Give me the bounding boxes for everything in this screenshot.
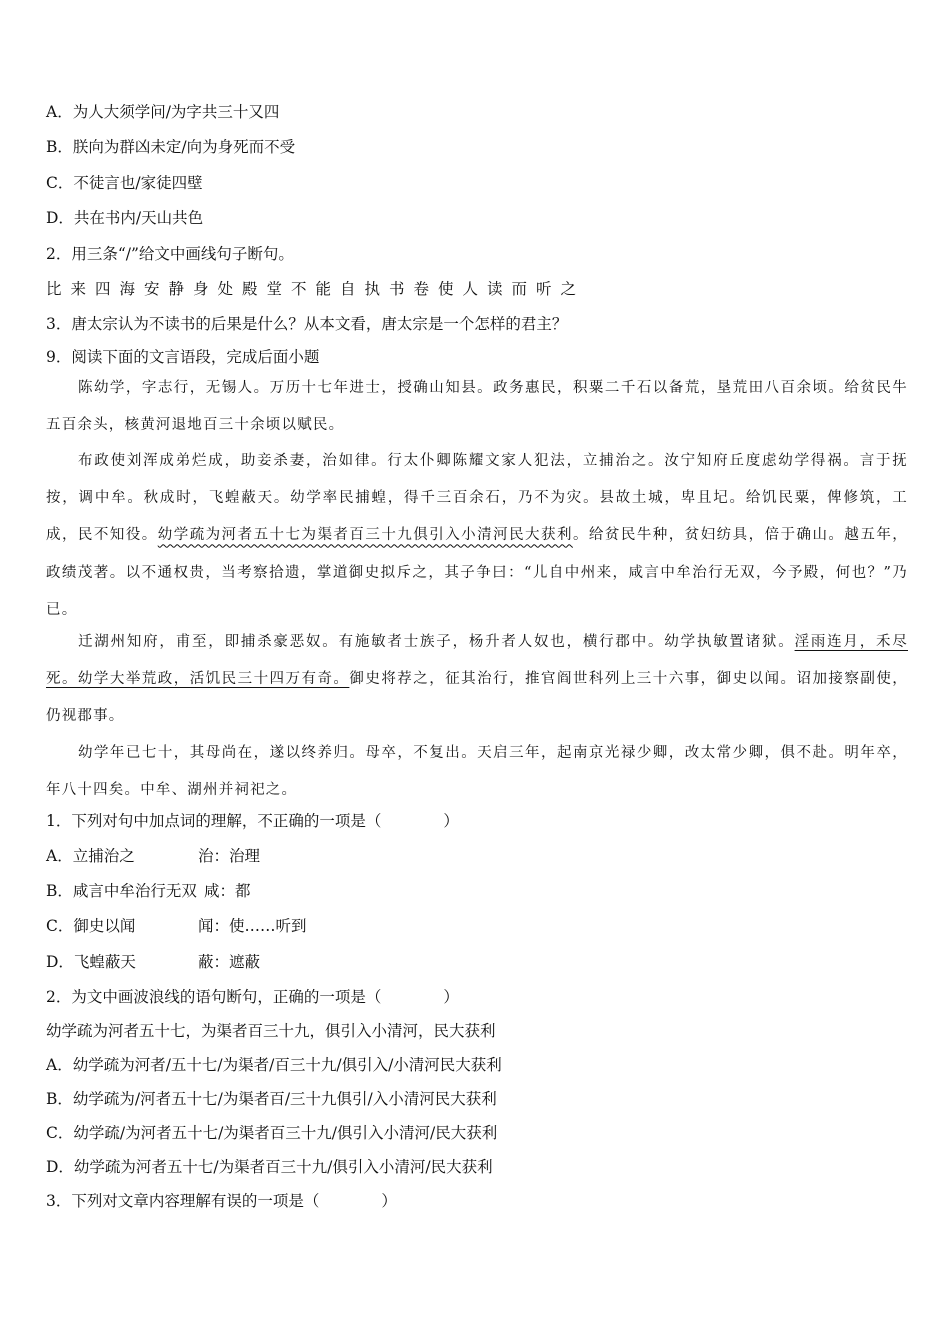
sub1-prompt: 1．下列对句中加点词的理解，不正确的一项是（ ） [46, 812, 459, 830]
sub2-option-b: B．幼学疏为/河者五十七/为渠者百/三十九俱引/入小清河民大获利 [46, 1090, 497, 1108]
q2-prompt: 2．用三条“/”给文中画线句子断句。 [46, 245, 294, 263]
sub1-option-a-gloss: 治：治理 [198, 847, 261, 865]
sub1-option-c-phrase: C．御史以闻 [46, 917, 136, 935]
q1-option-c: C．不徒言也/家徒四壁 [46, 174, 203, 192]
sub1-option-c [46, 915, 910, 937]
sub2-prompt: 2．为文中画波浪线的语句断句，正确的一项是（ ） [46, 988, 459, 1006]
passage-paragraph-1: 陈幼学，字志行，无锡人。万历十七年进士，授确山知县。政务惠民，积粟二千石以备荒，垦荒田八百余顷。给贫民牛五百余头，核黄河退地百三十余顷以赋民。 [46, 380, 908, 434]
q1-option-d: D．共在书内/天山共色 [46, 209, 204, 227]
sub2-option-a: A．幼学疏为河者/五十七/为渠者/百三十九/俱引入/小清河民大获利 [46, 1056, 502, 1074]
sub2-option-c: C．幼学疏/为河者五十七/为渠者百三十九/俱引入小清河/民大获利 [46, 1124, 498, 1142]
sub1-option-a-phrase: A．立捕治之 [46, 847, 135, 865]
q9-heading: 9．阅读下面的文言语段，完成后面小题 [46, 348, 320, 366]
sub1-option-d-gloss: 蔽：遮蔽 [198, 953, 261, 971]
sub2-option-d: D．幼学疏为河者五十七/为渠者百三十九/俱引入小清河/民大获利 [46, 1158, 493, 1176]
q1-option-b: B．朕向为群凶未定/向为身死而不受 [46, 138, 296, 156]
passage-paragraph-2 [46, 443, 908, 629]
underlined-sentence: 淫雨连月，禾尽死。幼学大举荒政，活饥民三十四万有奇。 [46, 634, 908, 688]
paragraph-3-text-after: 御史将荐之，征其治行，推官阎世科列上三十六事，御史以闻。诏加接察副使，仍视郡事。 [46, 671, 908, 725]
sub1-option-b-gloss: 咸：都 [204, 882, 251, 900]
q3-prompt: 3．唐太宗认为不读书的后果是什么？从本文看，唐太宗是一个怎样的君主？ [46, 315, 568, 333]
paragraph-3-text-before: 迁湖州知府，甫至，即捕杀豪恶奴。有施敏者士族子，杨升者人奴也，横行郡中。幼学执敏置诸狱。 [78, 634, 795, 650]
sub1-option-d-phrase: D．飞蝗蔽天 [46, 953, 136, 971]
sub2-sentence: 幼学疏为河者五十七，为渠者百三十九，俱引入小清河，民大获利 [46, 1022, 496, 1040]
sub1-option-a [46, 845, 910, 867]
sub3-prompt: 3．下列对文章内容理解有误的一项是（ ） [46, 1192, 397, 1210]
q2-sentence: 比来四海安静身处殿堂不能自执书卷使人读而听之 [46, 280, 586, 298]
paragraph-2-text-after: 。给贫民牛种，贫妇纺具，倍于确山。越五年，政绩茂著。以不通权贵，当考察拾遗，掌道御史拟斥之，其子争曰：“儿自中州来，咸言中牟治行无双，今予殿，何也？”乃已。 [46, 527, 909, 618]
paragraph-2-text-before: 布政使刘浑成弟烂成，助妾杀妻，治如律。行太仆卿陈耀文家人犯法，立捕治之。汝宁知府丘度虑幼学得祸。言于抚按，调中牟。秋成时，飞蝗蔽天。幼学率民捕蝗，得千三百余石，乃不为灾。县故土城，卑且圮。给饥民粟，俾修筑，工成，民不知役。 [46, 453, 908, 544]
passage-paragraph-3 [46, 624, 908, 736]
wavy-underlined-sentence: 幼学疏为河者五十七为渠者百三十九俱引入小清河民大获利 [157, 527, 573, 544]
sub1-option-b-phrase: B．咸言中牟治行无双 [46, 882, 197, 900]
passage-paragraph-4: 幼学年已七十，其母尚在，遂以终养归。母卒，不复出。天启三年，起南京光禄少卿，改太常少卿，俱不赴。明年卒，年八十四矣。中牟、湖州并祠祀之。 [46, 745, 908, 799]
q1-option-a: A．为人大须学问/为字共三十又四 [46, 103, 280, 121]
sub1-option-b [46, 880, 910, 902]
sub1-option-c-gloss: 闻：使……听到 [198, 917, 307, 935]
sub1-option-d [46, 951, 910, 973]
